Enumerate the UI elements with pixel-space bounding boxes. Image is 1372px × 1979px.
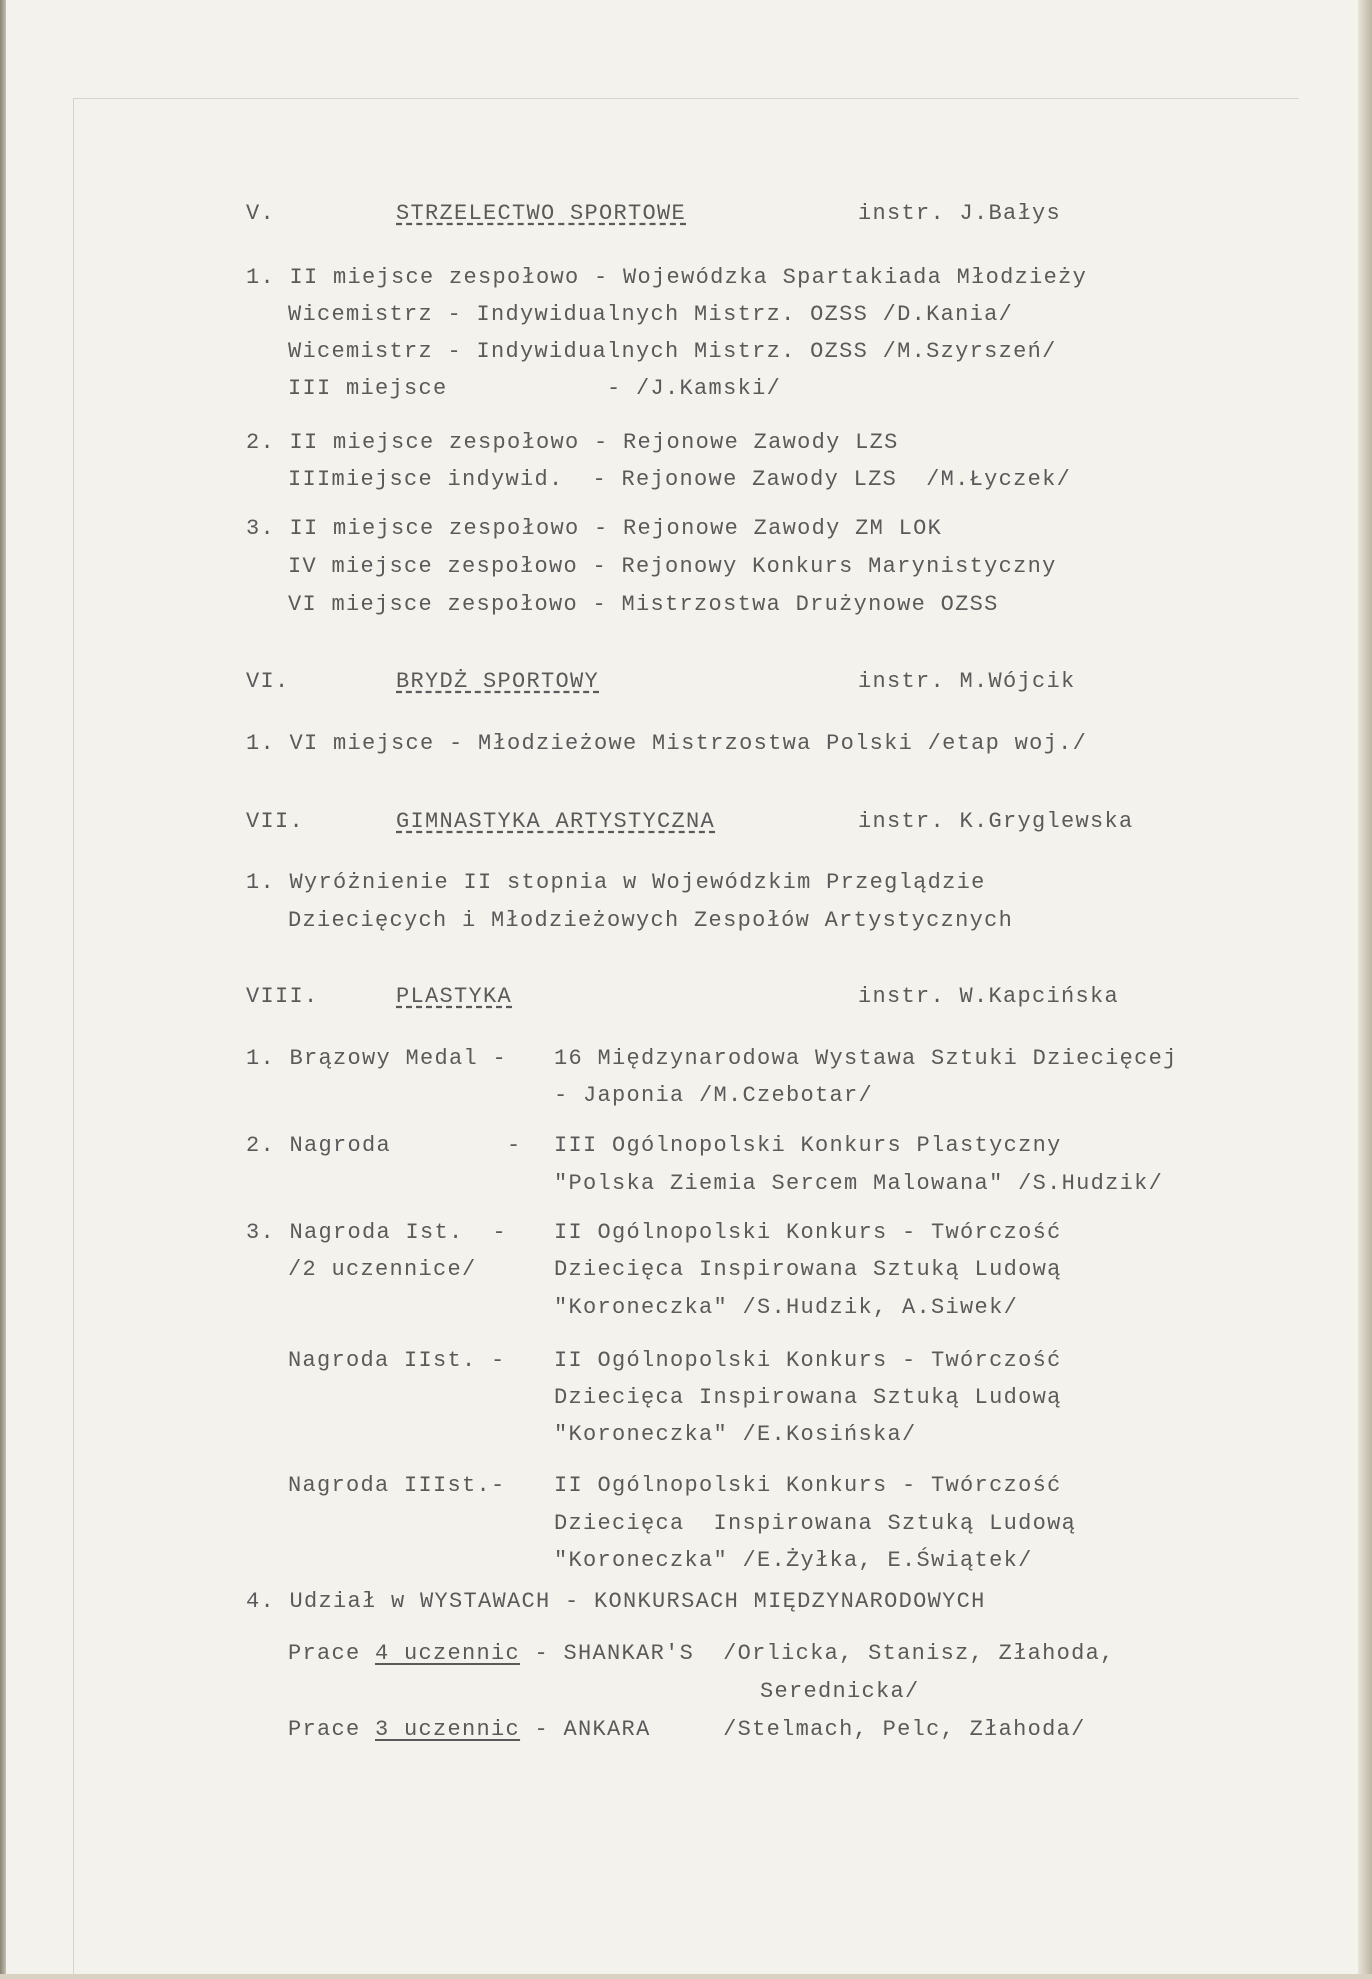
s5-line: IIImiejsce indywid. - Rejonowe Zawody LZS /M.Łyczek/ <box>288 467 1072 492</box>
s8-label: Nagroda IIst. - <box>288 1348 506 1373</box>
s6-line: 1. VI miejsce - Młodzieżowe Mistrzostwa Polski /etap woj./ <box>246 731 1088 756</box>
s8-line: II Ogólnopolski Konkurs - Twórczość <box>554 1348 1062 1373</box>
s8-exhibit-row <box>288 1716 1086 1744</box>
s8-exhibit-row <box>288 1640 1115 1668</box>
paper-edge-right <box>1358 0 1372 1974</box>
s8-line: 16 Międzynarodowa Wystawa Sztuki Dziecięcej <box>554 1046 1178 1071</box>
section-7-instructor: instr. K.Gryglewska <box>858 809 1134 834</box>
section-5-instructor: instr. J.Bałys <box>858 201 1062 226</box>
s8-line: "Polska Ziemia Sercem Malowana" /S.Hudzik/ <box>554 1171 1164 1196</box>
s5-line: VI miejsce zespołowo - Mistrzostwa Drużynowe OZSS <box>288 592 999 617</box>
s7-line: 1. Wyróżnienie II stopnia w Wojewódzkim Przeglądzie <box>246 870 986 895</box>
section-8-numeral: VIII. <box>246 984 319 1009</box>
s5-line: III miejsce - /J.Kamski/ <box>288 376 782 401</box>
section-7-title: GIMNASTYKA ARTYSTYCZNA <box>396 809 716 834</box>
section-6-instructor: instr. M.Wójcik <box>858 669 1076 694</box>
s8-label: 3. Nagroda Ist. - <box>246 1220 508 1245</box>
s8-label: 2. Nagroda - <box>246 1133 522 1158</box>
s8-line: II Ogólnopolski Konkurs - Twórczość <box>554 1220 1062 1245</box>
s8-label: 1. Brązowy Medal - <box>246 1046 508 1071</box>
s8-text: - ANKARA /Stelmach, Pelc, Złahoda/ <box>520 1717 1086 1742</box>
s8-line: Dziecięca Inspirowana Sztuką Ludową <box>554 1511 1077 1536</box>
s8-line: "Koroneczka" /E.Kosińska/ <box>554 1422 917 1447</box>
s5-line: IV miejsce zespołowo - Rejonowy Konkurs Marynistyczny <box>288 554 1057 579</box>
section-5-numeral: V. <box>246 201 276 226</box>
section-5-title: STRZELECTWO SPORTOWE <box>396 201 687 226</box>
s5-line: 3. II miejsce zespołowo - Rejonowe Zawody ZM LOK <box>246 516 943 541</box>
section-7-numeral: VII. <box>246 809 305 834</box>
s8-label: Nagroda IIIst.- <box>288 1473 506 1498</box>
s5-line: 1. II miejsce zespołowo - Wojewódzka Spartakiada Młodzieży <box>246 265 1088 290</box>
section-6-numeral: VI. <box>246 669 290 694</box>
s8-label: /2 uczennice/ <box>288 1257 477 1282</box>
s8-line: Dziecięca Inspirowana Sztuką Ludową <box>554 1385 1062 1410</box>
s5-line: 2. II miejsce zespołowo - Rejonowe Zawody LZS <box>246 430 899 455</box>
s8-line: Dziecięca Inspirowana Sztuką Ludową <box>554 1257 1062 1282</box>
s5-line: Wicemistrz - Indywidualnych Mistrz. OZSS /D.Kania/ <box>288 302 1014 327</box>
s8-text: - SHANKAR'S /Orlicka, Stanisz, Złahoda, <box>520 1641 1115 1666</box>
section-8-title: PLASTYKA <box>396 984 513 1009</box>
s7-line: Dziecięcych i Młodzieżowych Zespołów Artystycznych <box>288 908 1014 933</box>
s8-line: III Ogólnopolski Konkurs Plastyczny <box>554 1133 1062 1158</box>
s8-line: II Ogólnopolski Konkurs - Twórczość <box>554 1473 1062 1498</box>
section-6-title: BRYDŻ SPORTOWY <box>396 669 600 694</box>
s8-line: "Koroneczka" /E.Żyłka, E.Świątek/ <box>554 1548 1033 1573</box>
section-8-instructor: instr. W.Kapcińska <box>858 984 1120 1009</box>
s8-text: Prace <box>288 1641 376 1666</box>
s8-line: "Koroneczka" /S.Hudzik, A.Siwek/ <box>554 1295 1019 1320</box>
s8-line: - Japonia /M.Czebotar/ <box>554 1083 874 1108</box>
s5-line: Wicemistrz - Indywidualnych Mistrz. OZSS /M.Szyrszeń/ <box>288 339 1057 364</box>
s8-text: Prace <box>288 1717 376 1742</box>
s8-underlined: 3 uczennic <box>375 1717 521 1742</box>
s8-line: 4. Udział w WYSTAWACH - KONKURSACH MIĘDZYNARODOWYCH <box>246 1589 986 1614</box>
typewritten-page <box>6 0 1358 1974</box>
s8-line: Serednicka/ <box>760 1679 920 1704</box>
s8-underlined: 4 uczennic <box>375 1641 521 1666</box>
